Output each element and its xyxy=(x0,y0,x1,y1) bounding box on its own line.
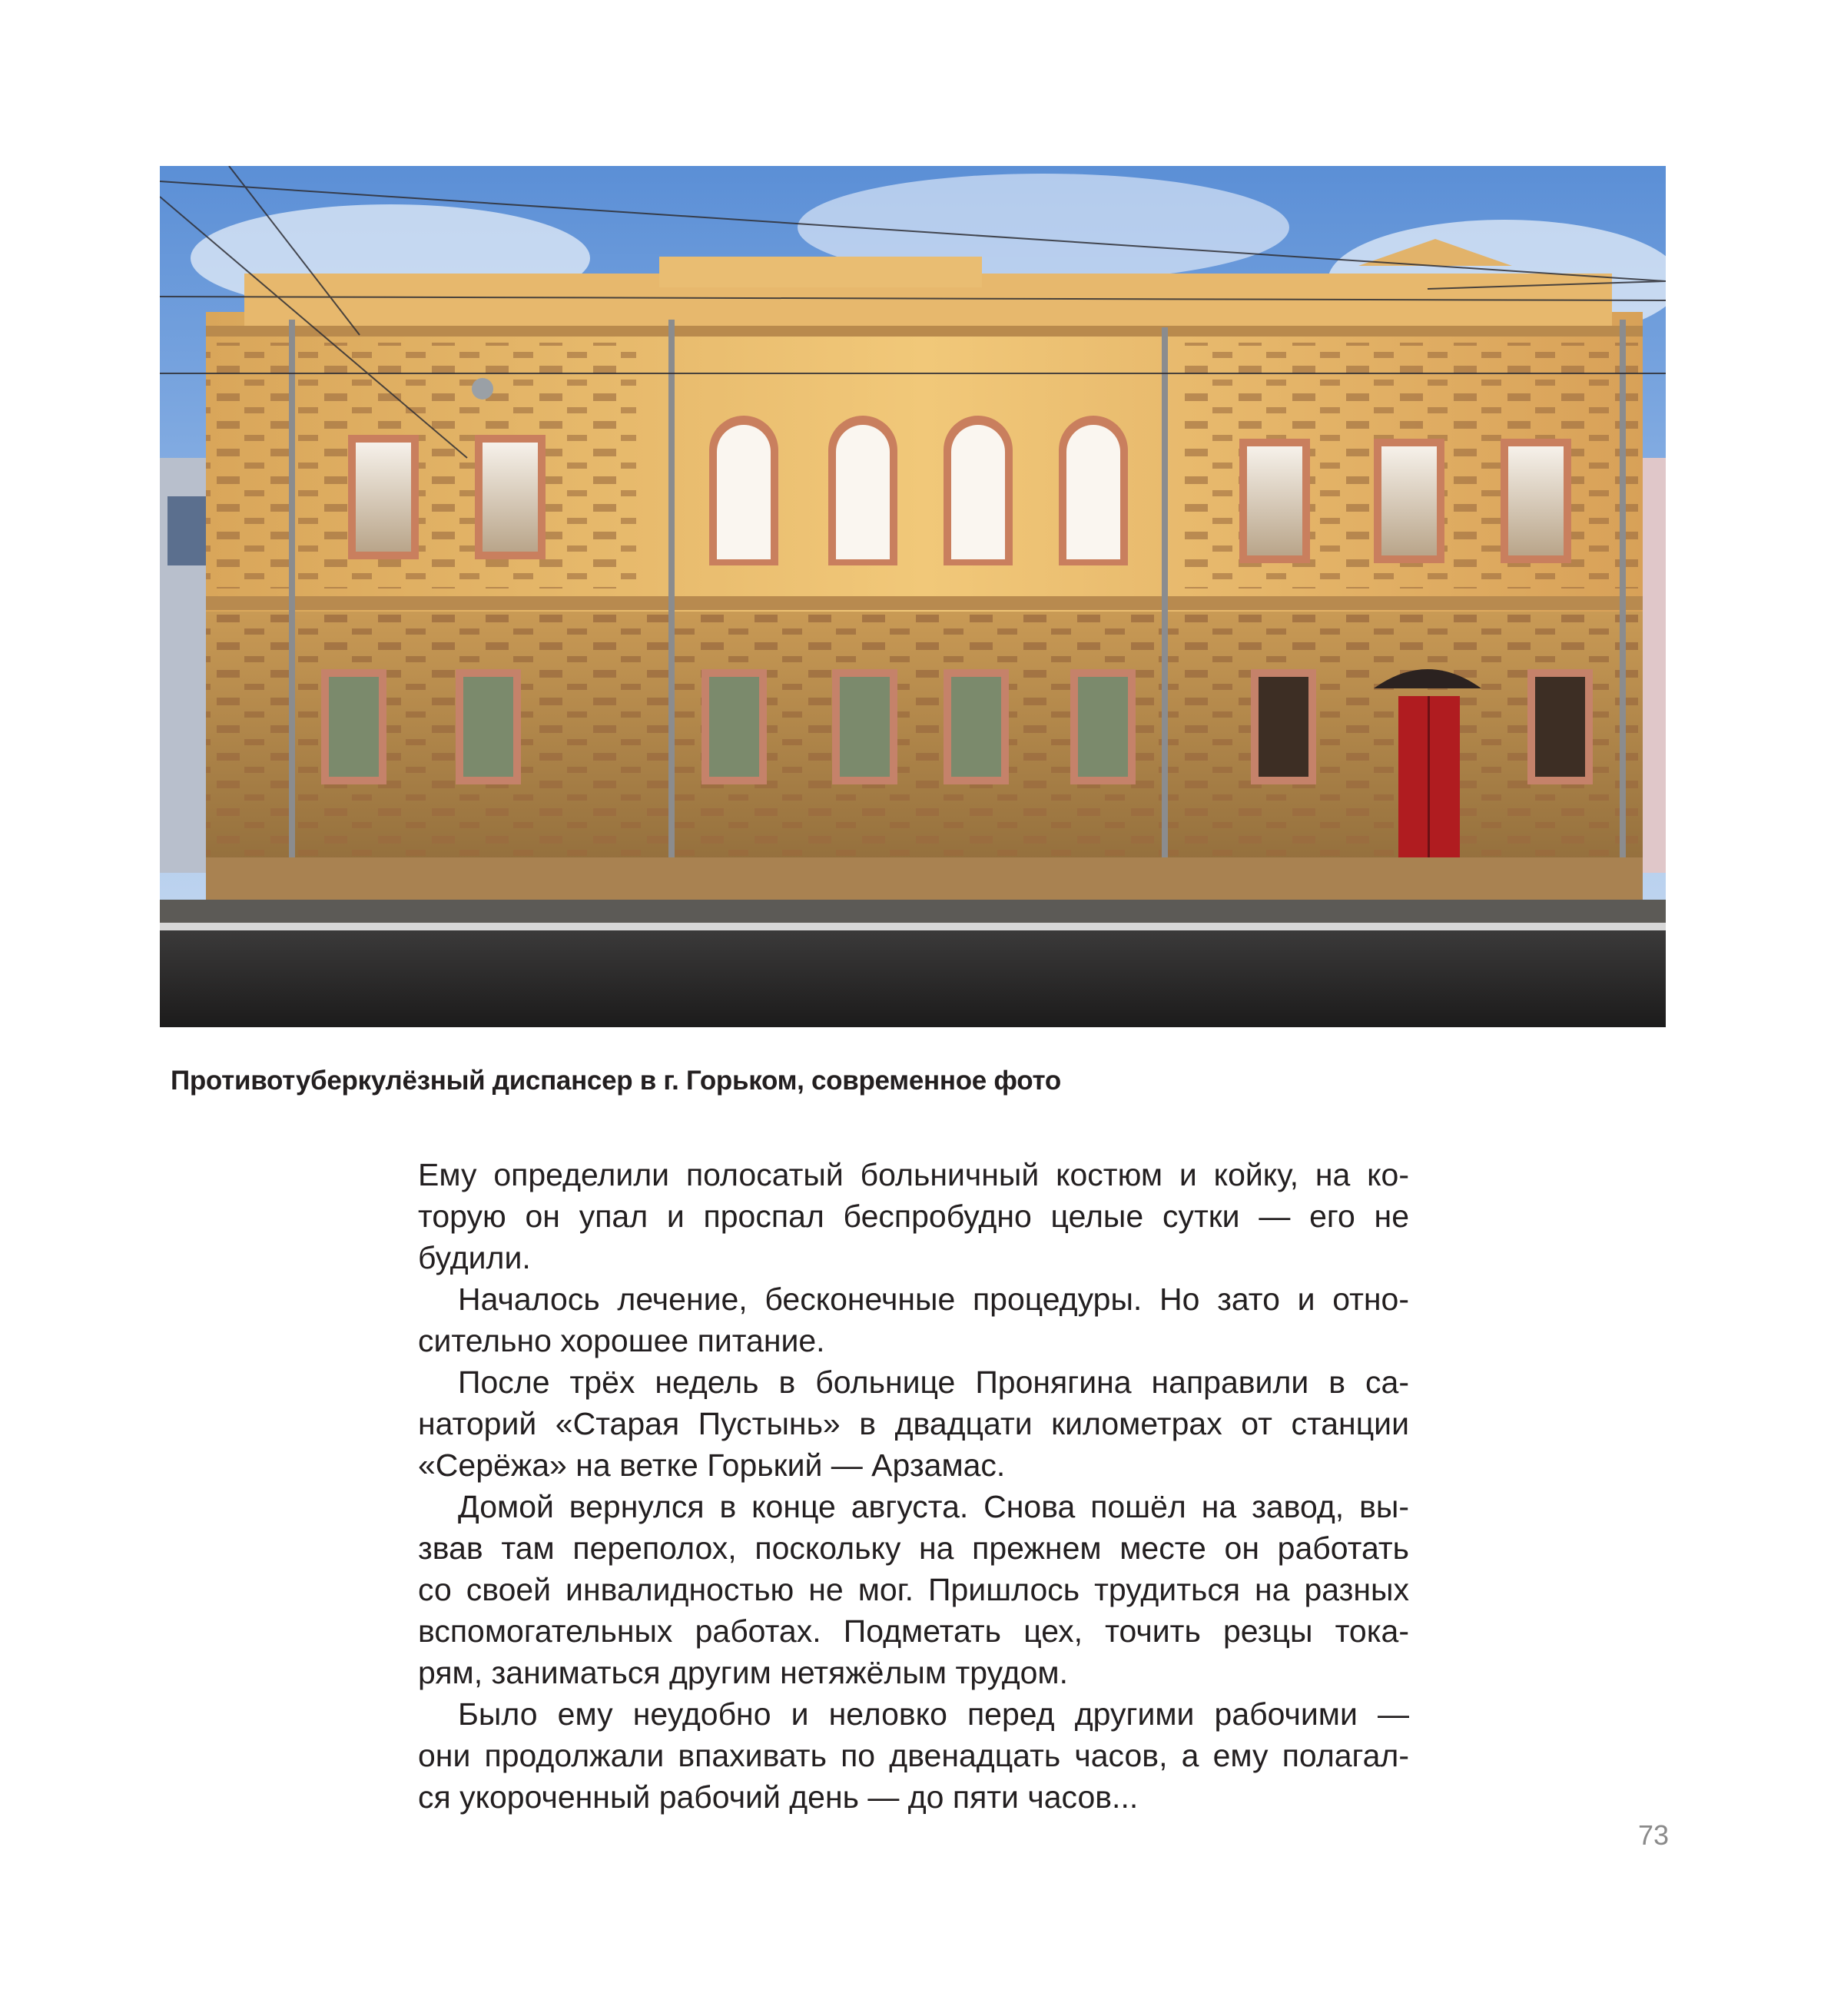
text-line: вспомогательных работах. Подметать цех, точить резцы тока- xyxy=(418,1613,1409,1649)
text-line: рям, заниматься другим нетяжёлым трудом. xyxy=(418,1655,1069,1690)
text-line: звав там переполох, поскольку на прежнем месте он работать xyxy=(418,1530,1409,1566)
text-line: сительно хорошее питание. xyxy=(418,1323,825,1358)
page-number: 73 xyxy=(1637,1819,1669,1851)
body-text xyxy=(418,1154,1409,1818)
building-facade-illustration xyxy=(160,166,1666,1027)
text-line: ся укороченный рабочий день — до пяти часов... xyxy=(418,1779,1139,1815)
text-line: После трёх недель в больнице Пронягина направили в са- xyxy=(458,1364,1409,1400)
photo-caption: Противотуберкулёзный диспансер в г. Горьком, современное фото xyxy=(171,1066,1061,1096)
text-line: «Серёжа» на ветке Горький — Арзамас. xyxy=(418,1447,1006,1483)
text-line: будили. xyxy=(418,1240,531,1275)
text-line: Было ему неудобно и неловко перед другими рабочими — xyxy=(458,1696,1409,1732)
text-line: со своей инвалидностью не мог. Пришлось трудиться на разных xyxy=(418,1572,1409,1607)
text-line: Домой вернулся в конце августа. Снова пошёл на завод, вы- xyxy=(458,1489,1409,1524)
text-line: они продолжали впахивать по двенадцать часов, а ему полагал- xyxy=(418,1738,1409,1773)
text-line: торую он упал и проспал беспробудно целые сутки — его не xyxy=(418,1199,1409,1234)
building-photo xyxy=(160,166,1666,1027)
text-line: наторий «Старая Пустынь» в двадцати километрах от станции xyxy=(418,1406,1409,1441)
text-line: Началось лечение, бесконечные процедуры. Но зато и отно- xyxy=(458,1282,1409,1317)
text-line: Ему определили полосатый больничный костюм и койку, на ко- xyxy=(418,1157,1409,1192)
